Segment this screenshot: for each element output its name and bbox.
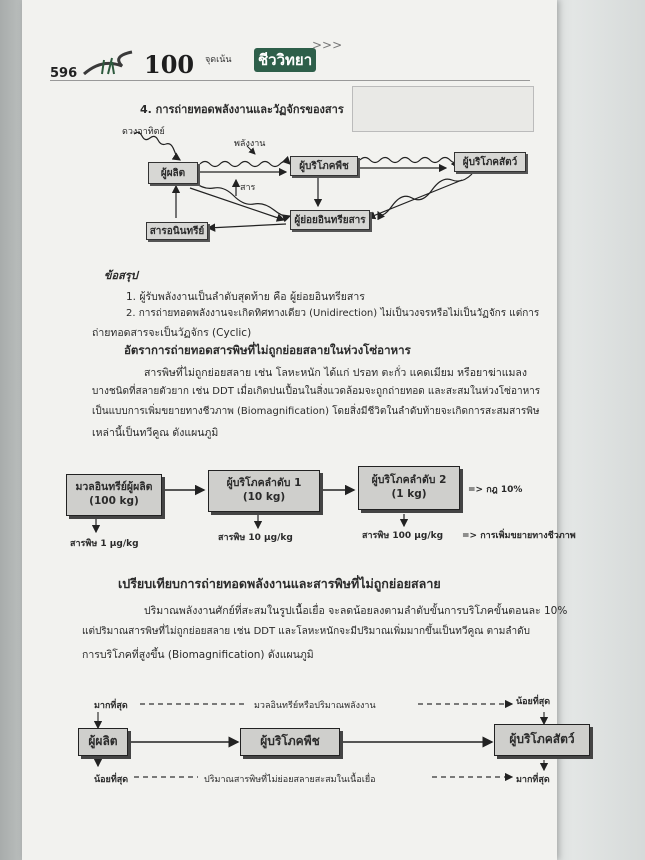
compare-para-1: ปริมาณพลังงานศักย์ที่สะสมในรูปเนื้อเยื่อ จะลดน้อยลงตามลำดับขั้นการบริโภคขั้นตอนละ 10% bbox=[144, 605, 568, 617]
decomposer-box: ผู้ย่อยอินทรียสาร bbox=[290, 210, 370, 230]
compare-para-2: แต่ปริมาณสารพิษที่ไม่ถูกย่อยสลาย เช่น DDT และโลหะหนักจะมีปริมาณเพิ่มมากขึ้นเป็นทวีคูณ ตามลำดับ bbox=[82, 626, 530, 637]
animal-consumer-box: ผู้บริโภคสัตว์ bbox=[454, 152, 526, 172]
logo-number: 100 bbox=[144, 50, 195, 79]
energy-mass-label: มวลอินทรีย์หรือปริมาณพลังงาน bbox=[254, 701, 376, 711]
toxin-para-1: สารพิษที่ไม่ถูกย่อยสลาย เช่น โลหะหนัก ได้แก่ ปรอท ตะกั่ว แคดเมียม หรือยาฆ่าแมลง bbox=[144, 367, 527, 379]
summary-heading: ข้อสรุป bbox=[104, 269, 138, 282]
toxin-para-4: เหล่านี้เป็นทวีคูณ ดังแผนภูมิ bbox=[92, 427, 219, 439]
compare-para-3: การบริโภคที่สูงขึ้น (Biomagnification) ดังแผนภูมิ bbox=[82, 649, 314, 661]
toxin-accumulation-label: ปริมาณสารพิษที่ไม่ย่อยสลายสะสมในเนื้อเยื่อ bbox=[204, 775, 376, 785]
toxin-level-1: สารพิษ 1 µg/kg bbox=[70, 539, 139, 549]
toxin-level-2: สารพิษ 10 µg/kg bbox=[218, 533, 293, 543]
energy-label: พลังงาน bbox=[234, 139, 266, 149]
biomagnification-note: => การเพิ่มขยายทางชีวภาพ bbox=[462, 531, 576, 541]
consumer-1-value: (10 kg) bbox=[242, 491, 286, 503]
toxin-para-3: เป็นแบบการเพิ่มขยายทางชีวภาพ (Biomagnification) โดยสิ่งมีชีวิตในลำดับท้ายจะเกิดการสะสมสารพิษ bbox=[92, 406, 540, 417]
matter-label: สาร bbox=[240, 183, 256, 193]
sun-label: ดวงอาทิตย์ bbox=[122, 127, 165, 137]
section-heading: 4. การถ่ายทอดพลังงานและวัฏจักรของสาร bbox=[140, 103, 344, 116]
book-page bbox=[22, 0, 576, 860]
toxin-heading: อัตราการถ่ายทอดสารพิษที่ไม่ถูกย่อยสลายในห่วงโซ่อาหาร bbox=[124, 343, 411, 357]
page-number: 596 bbox=[50, 66, 78, 81]
toxin-para-2: บางชนิดที่สลายตัวยาก เช่น DDT เมื่อเกิดปนเปื้อนในสิ่งแวดล้อมจะถูกถ่ายทอด และสะสมในห่วงโซ่อาหาร bbox=[92, 386, 541, 397]
consumer-1-label: ผู้บริโภคลำดับ 1 bbox=[226, 477, 302, 490]
book-title: ชีววิทยา bbox=[254, 48, 316, 72]
least-bottom-label: น้อยที่สุด bbox=[94, 775, 129, 785]
most-top-label: มากที่สุด bbox=[94, 701, 128, 711]
producer-mass-label: มวลอินทรีย์ผู้ผลิต bbox=[75, 481, 153, 494]
producer-box: ผู้ผลิต bbox=[148, 162, 198, 184]
header-arrows: >>> bbox=[312, 38, 343, 52]
inorganic-box: สารอนินทรีย์ bbox=[146, 222, 208, 240]
summary-item-2-cont: ถ่ายทอดสารจะเป็นวัฏจักร (Cyclic) bbox=[92, 327, 252, 339]
compare-plant-consumer-box: ผู้บริโภคพืช bbox=[240, 728, 340, 756]
summary-item-1: 1. ผู้รับพลังงานเป็นลำดับสุดท้าย คือ ผู้ย่อยอินทรียสาร bbox=[126, 291, 365, 303]
summary-item-2: 2. การถ่ายทอดพลังงานจะเกิดทิศทางเดียว (Unidirection) ไม่เป็นวงจรหรือไม่เป็นวัฏจักร แต่การ bbox=[126, 308, 540, 319]
compare-heading: เปรียบเทียบการถ่ายทอดพลังงานและสารพิษที่ไม่ถูกย่อยสลาย bbox=[118, 576, 441, 591]
ten-percent-law: => กฎ 10% bbox=[468, 485, 523, 495]
logo-subtitle: จุดเน้น bbox=[205, 55, 232, 65]
compare-producer-box: ผู้ผลิต bbox=[78, 728, 128, 756]
plant-consumer-box: ผู้บริโภคพืช bbox=[290, 156, 358, 176]
consumer-2-label: ผู้บริโภคลำดับ 2 bbox=[371, 474, 447, 487]
compare-animal-consumer-box: ผู้บริโภคสัตว์ bbox=[494, 724, 590, 756]
toxin-level-3: สารพิษ 100 µg/kg bbox=[362, 531, 444, 541]
least-top-label: น้อยที่สุด bbox=[516, 697, 551, 707]
most-bottom-label: มากที่สุด bbox=[516, 775, 550, 785]
producer-mass-value: (100 kg) bbox=[89, 495, 139, 507]
consumer-2-value: (1 kg) bbox=[391, 488, 427, 500]
